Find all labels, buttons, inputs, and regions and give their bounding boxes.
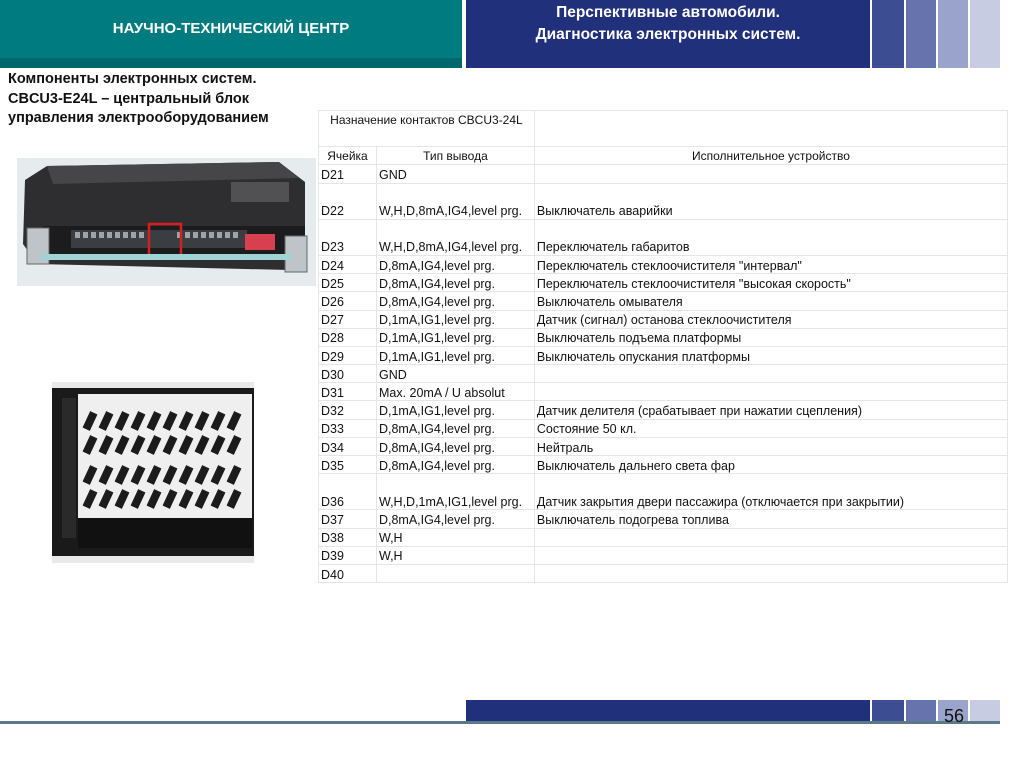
header-decor-square [872, 0, 904, 68]
slide-title [466, 2, 870, 46]
pin-device: Выключатель аварийки [534, 183, 1007, 219]
pin-type [376, 564, 534, 582]
pin-device: Выключатель дальнего света фар [534, 456, 1007, 474]
page-number: 56 [943, 706, 965, 726]
table-row [319, 165, 1008, 183]
header-decor-square [938, 0, 968, 68]
pin-cell: D28 [319, 328, 377, 346]
footer-bar [466, 700, 870, 722]
pin-type: GND [376, 165, 534, 183]
table-row [319, 474, 1008, 510]
pin-device: Датчик делителя (срабатывает при нажатии сцепления) [534, 401, 1007, 419]
section-heading-line-1: Компоненты электронных систем. [8, 71, 257, 87]
pin-cell: D37 [319, 510, 377, 528]
pin-cell: D33 [319, 419, 377, 437]
pin-cell: D34 [319, 437, 377, 455]
pin-type: D,8mA,IG4,level prg. [376, 292, 534, 310]
organization-title: НАУЧНО-ТЕХНИЧЕСКИЙ ЦЕНТР [112, 20, 350, 37]
pin-cell: D29 [319, 346, 377, 364]
footer-decor-square [872, 700, 904, 722]
pin-type: W,H [376, 546, 534, 564]
pin-type: W,H,D,1mA,IG1,level prg. [376, 474, 534, 510]
pin-type: D,8mA,IG4,level prg. [376, 437, 534, 455]
header-left-strip [0, 58, 462, 68]
table-row [319, 510, 1008, 528]
column-header-device: Исполнительное устройство [534, 147, 1007, 165]
connector-photo [52, 382, 254, 563]
pin-type: D,1mA,IG1,level prg. [376, 346, 534, 364]
table-row [319, 219, 1008, 255]
table-row [319, 274, 1008, 292]
table-header-row [319, 147, 1008, 165]
footer-decor-square [970, 700, 1000, 722]
pin-type: W,H [376, 528, 534, 546]
pin-device [534, 365, 1007, 383]
slide-title-line-1: Перспективные автомобили. [556, 4, 780, 21]
table-row [319, 346, 1008, 364]
control-unit-photo [17, 158, 316, 286]
pin-type: GND [376, 365, 534, 383]
table-title-row [319, 111, 1008, 147]
pin-cell: D23 [319, 219, 377, 255]
pin-type: D,8mA,IG4,level prg. [376, 510, 534, 528]
pin-cell: D40 [319, 564, 377, 582]
pin-device: Датчик закрытия двери пассажира (отключается при закрытии) [534, 474, 1007, 510]
pin-device [534, 165, 1007, 183]
table-row [319, 546, 1008, 564]
table-row [319, 255, 1008, 273]
pin-device: Состояние 50 кл. [534, 419, 1007, 437]
pin-device [534, 383, 1007, 401]
pin-device [534, 564, 1007, 582]
pin-cell: D36 [319, 474, 377, 510]
pin-device: Датчик (сигнал) останова стеклоочистителя [534, 310, 1007, 328]
table-row [319, 365, 1008, 383]
column-header-cell: Ячейка [319, 147, 377, 165]
pin-assignment-table [318, 110, 1008, 583]
table-row [319, 183, 1008, 219]
table-cell [534, 111, 1007, 147]
table-title: Назначение контактов CBCU3-24L [319, 111, 535, 147]
pin-type: W,H,D,8mA,IG4,level prg. [376, 183, 534, 219]
pin-type: Max. 20mA / U absolut [376, 383, 534, 401]
pin-cell: D25 [319, 274, 377, 292]
pin-cell: D22 [319, 183, 377, 219]
pin-cell: D31 [319, 383, 377, 401]
footer-decor-square [906, 700, 936, 722]
pin-cell: D21 [319, 165, 377, 183]
footer-line [0, 721, 1000, 724]
connector-illustration [52, 382, 254, 563]
pin-type: D,1mA,IG1,level prg. [376, 328, 534, 346]
pin-type: D,1mA,IG1,level prg. [376, 401, 534, 419]
pin-device: Выключатель опускания платформы [534, 346, 1007, 364]
pin-device [534, 546, 1007, 564]
pin-device [534, 528, 1007, 546]
table-row [319, 383, 1008, 401]
pin-type: D,1mA,IG1,level prg. [376, 310, 534, 328]
table-row [319, 310, 1008, 328]
table-row [319, 419, 1008, 437]
pin-device: Выключатель подъема платформы [534, 328, 1007, 346]
pin-cell: D26 [319, 292, 377, 310]
pin-type: D,8mA,IG4,level prg. [376, 419, 534, 437]
table-row [319, 401, 1008, 419]
pin-cell: D24 [319, 255, 377, 273]
header-decor-square [970, 0, 1000, 68]
pin-device: Выключатель подогрева топлива [534, 510, 1007, 528]
slide-title-line-2: Диагностика электронных систем. [535, 26, 801, 43]
pin-type: D,8mA,IG4,level prg. [376, 255, 534, 273]
table-row [319, 528, 1008, 546]
pin-cell: D35 [319, 456, 377, 474]
pin-type: D,8mA,IG4,level prg. [376, 456, 534, 474]
header-decor-square [906, 0, 936, 68]
pin-type: D,8mA,IG4,level prg. [376, 274, 534, 292]
pin-cell: D32 [319, 401, 377, 419]
pin-device: Нейтраль [534, 437, 1007, 455]
pin-cell: D39 [319, 546, 377, 564]
column-header-type: Тип вывода [376, 147, 534, 165]
section-heading [8, 70, 328, 129]
pin-device: Переключатель стеклоочистителя "высокая скорость" [534, 274, 1007, 292]
pin-cell: D30 [319, 365, 377, 383]
pin-device: Выключатель омывателя [534, 292, 1007, 310]
section-heading-line-3: управления электрооборудованием [8, 110, 269, 126]
table-row [319, 437, 1008, 455]
pin-type: W,H,D,8mA,IG4,level prg. [376, 219, 534, 255]
pin-device: Переключатель габаритов [534, 219, 1007, 255]
table-row [319, 292, 1008, 310]
table-row [319, 564, 1008, 582]
pin-cell: D27 [319, 310, 377, 328]
pin-device: Переключатель стеклоочистителя "интервал" [534, 255, 1007, 273]
section-heading-line-2: CBCU3-E24L – центральный блок [8, 90, 249, 107]
pin-cell: D38 [319, 528, 377, 546]
control-unit-illustration [17, 158, 316, 286]
table-row [319, 328, 1008, 346]
table-row [319, 456, 1008, 474]
